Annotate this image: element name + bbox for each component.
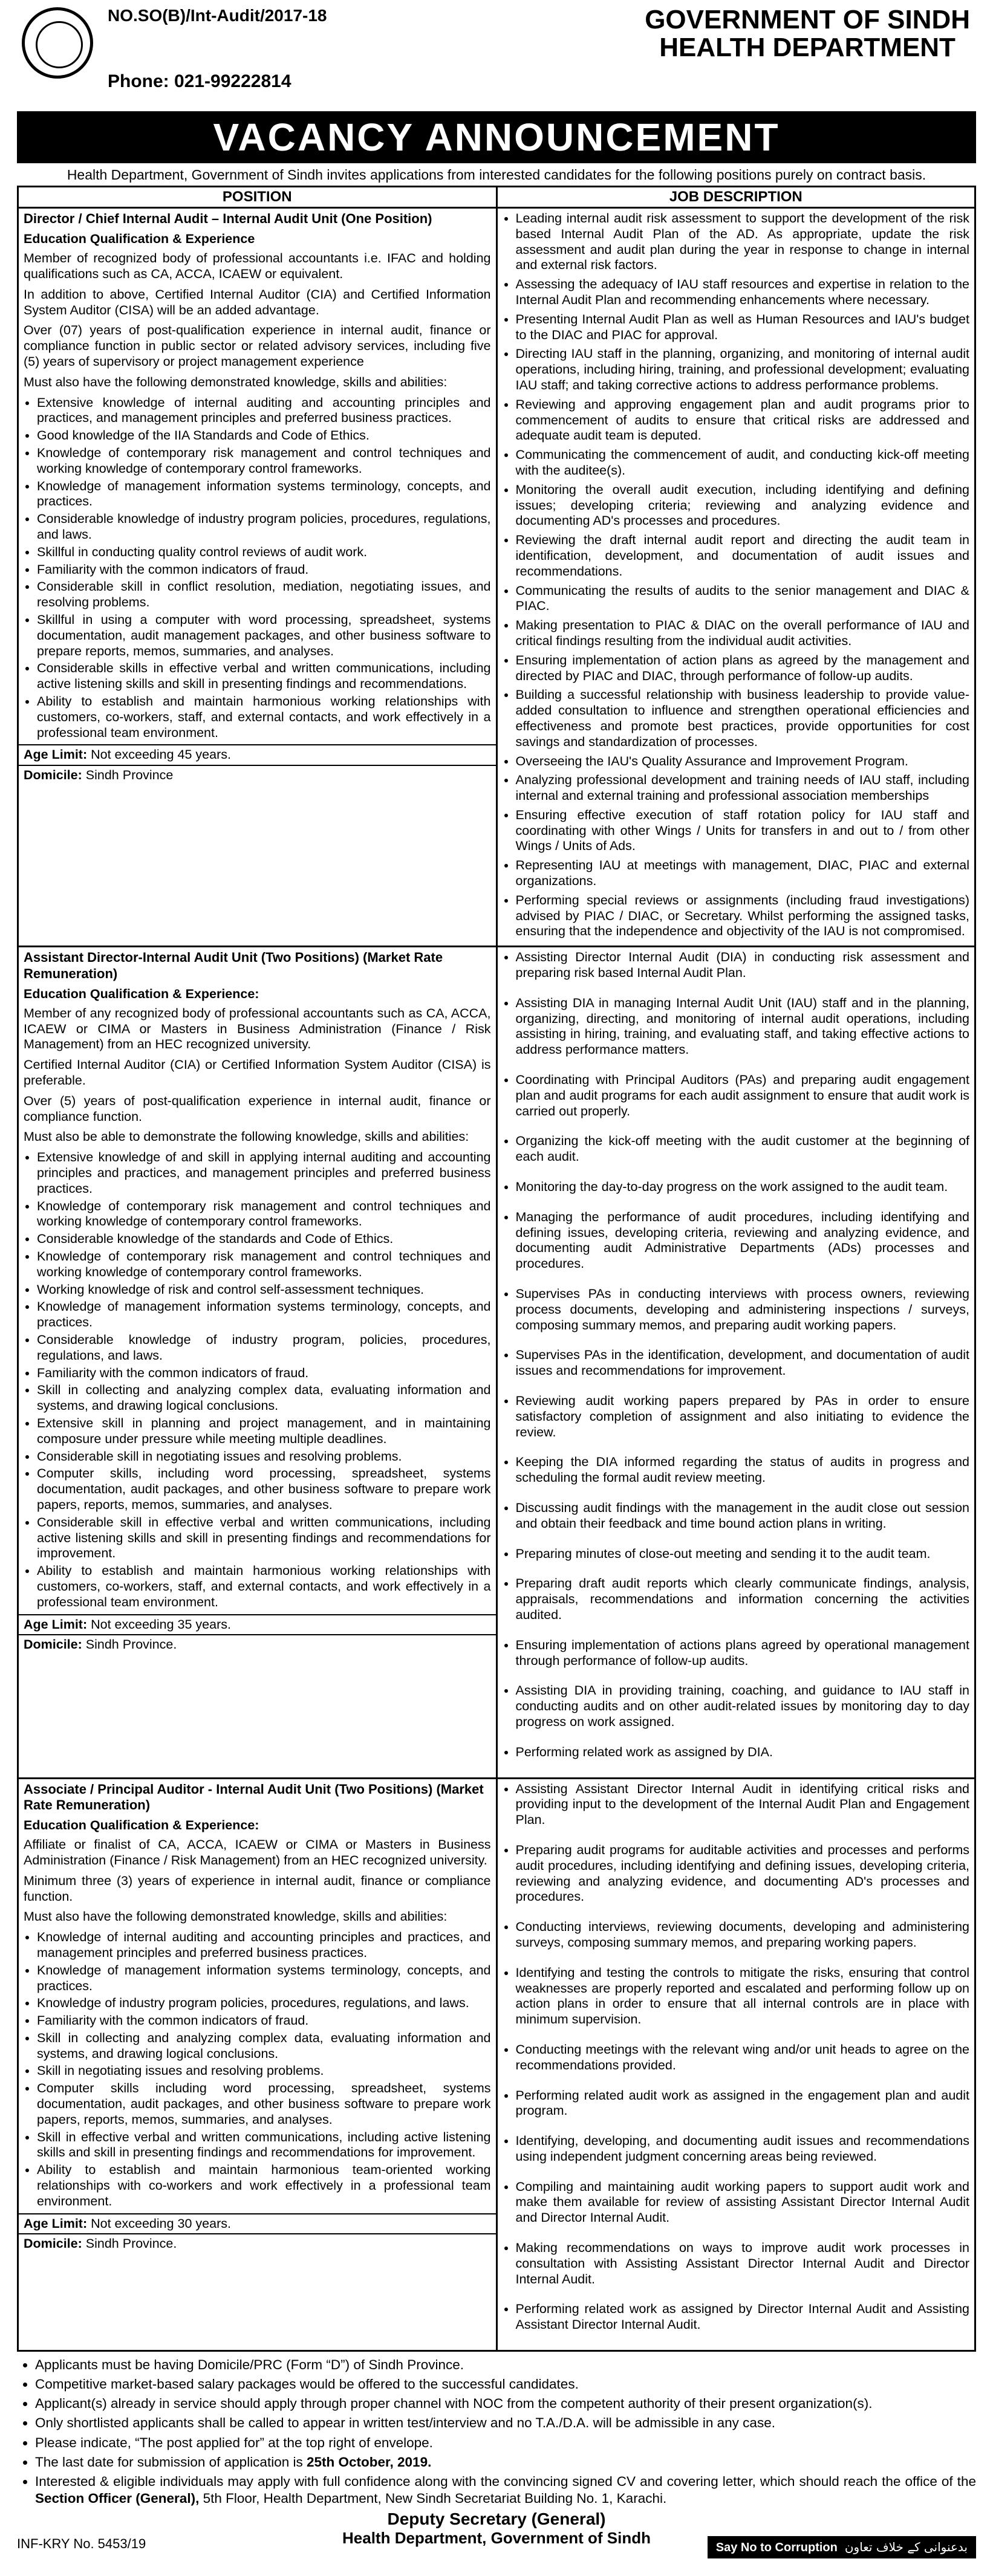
requirement-paragraph: Over (5) years of post-qualification experience in internal audit, finance or compliance function.	[24, 1093, 491, 1124]
duty-item: • Communicating the results of audits to the senior management and DIAC & PIAC.	[516, 583, 970, 615]
skill-item: • Knowledge of management information systems terminology, concepts, and practices.	[37, 479, 491, 510]
duty-item: • Representing IAU at meetings with management, DIAC, PIAC and external organizations.	[516, 858, 970, 889]
duty-item: • Keeping the DIA informed regarding the status of audits in progress and scheduling the formal audit review meeting.	[516, 1455, 970, 1486]
skill-item: • Knowledge of management information systems terminology, concepts, and practices.	[37, 1963, 491, 1994]
signatory-title: Deputy Secretary (General)	[387, 2509, 606, 2529]
skill-item: • Knowledge of industry program policies, procedures, regulations, and laws.	[37, 1996, 491, 2011]
last-date: 25th October, 2019.	[306, 2454, 432, 2470]
duty-item: • Ensuring implementation of action plans as agreed by the management and directed by PIAC and DIAC, through performance of follow-up audits.	[516, 653, 970, 684]
skill-item: • Skillful in using a computer with word processing, spreadsheet, systems documentation, audit management packages, and other business software to prepare reports, memos, summaries, and analyses.	[37, 612, 491, 659]
duty-item: • Performing related audit work as assigned in the engagement plan and audit program.	[516, 2088, 970, 2120]
skill-item: • Familiarity with the common indicators of fraud.	[37, 1366, 491, 1381]
gov-line-2: HEALTH DEPARTMENT	[659, 33, 956, 63]
skill-item: • Considerable knowledge of the standards and Code of Ethics.	[37, 1231, 491, 1247]
job-description-column-header: JOB DESCRIPTION	[497, 187, 975, 208]
duty-item: • Assessing the adequacy of IAU staff resources and expertise in relation to the Internal Audit Plan and recommending enhancements where necessary.	[516, 277, 970, 308]
skill-item: • Skill in collecting and analyzing complex data, evaluating information and systems, and drawing logical conclusions.	[37, 2031, 491, 2062]
age-limit-value: Not exceeding 45 years.	[91, 747, 231, 762]
duty-item: • Preparing draft audit reports which clearly communicate findings, analysis, appraisals, recommendations and information concerning the activities audited.	[516, 1576, 970, 1623]
requirement-paragraph: Certified Internal Auditor (CIA) or Certified Information System Auditor (CISA) is preferable.	[24, 1057, 491, 1088]
skill-item: • Working knowledge of risk and control self-assessment techniques.	[37, 1282, 491, 1298]
position-row	[18, 208, 975, 947]
skill-item: • Considerable knowledge of industry program, policies, procedures, regulations, and laws.	[37, 1332, 491, 1364]
age-limit-label: Age Limit:	[24, 2216, 88, 2231]
note-item: • Applicant(s) already in service should apply through proper channel with NOC from the competent authority of their present organization(s).	[35, 2395, 976, 2412]
age-limit	[19, 2213, 496, 2234]
duty-item: • Discussing audit findings with the management in the audit close out session and obtain their feedback and time bound action plans in writing.	[516, 1501, 970, 1532]
skills-list	[24, 1930, 491, 2210]
duty-item: • Supervises PAs in the identification, development, and documentation of audit issues and recommendations for improvement.	[516, 1348, 970, 1379]
duty-item: • Building a successful relationship with business leadership to provide value-added consultation to influence and strengthen operational efficiencies and effectiveness and promote best practices, provide opportunities for cost savings and standardization of processes.	[516, 687, 970, 750]
duties-list	[503, 950, 970, 1760]
notes-list	[17, 2357, 976, 2507]
skill-item: • Skill in collecting and analyzing complex data, evaluating information and systems, and drawing logical conclusions.	[37, 1383, 491, 1414]
signatory-department: Health Department, Government of Sindh	[342, 2529, 651, 2548]
header	[17, 0, 976, 108]
duty-item: • Assisting DIA in managing Internal Audit Unit (IAU) staff and in the planning, organizing, directing, and monitoring of internal audit operations, including assisting in hiring, training, and evaluating staff, and taking effective actions to address performance matters.	[516, 996, 970, 1058]
skills-list	[24, 1150, 491, 1610]
education-heading: Education Qualification & Experience:	[24, 1818, 259, 1833]
domicile-value: Sindh Province.	[85, 1637, 177, 1652]
skill-item: • Good knowledge of the IIA Standards and Code of Ethics.	[37, 428, 491, 444]
age-limit-value: Not exceeding 30 years.	[91, 2216, 231, 2231]
apply-address: 5th Floor, Health Department, New Sindh Secretariat Building No. 1, Karachi.	[199, 2490, 667, 2506]
say-no-to-corruption-badge	[708, 2536, 976, 2558]
duty-item: • Assisting Director Internal Audit (DIA) in conducting risk assessment and preparing risk based Internal Audit Plan.	[516, 950, 970, 981]
skill-item: • Knowledge of contemporary risk management and control techniques and working knowledge of contemporary control frameworks.	[37, 446, 491, 477]
duty-item: • Reviewing and approving engagement plan and audit programs prior to commencement of audits to ensure that critical risks are addressed and adequate audit team is deputed.	[516, 397, 970, 444]
education-heading: Education Qualification & Experience	[24, 232, 255, 247]
duty-item: • Analyzing professional development and training needs of IAU staff, including internal and external training and professional association memberships	[516, 773, 970, 804]
domicile-label: Domicile:	[24, 2236, 82, 2251]
duty-item: • Coordinating with Principal Auditors (PAs) and preparing audit engagement plan and audit programs for each audit assignment to ensure that audit work is carried out properly.	[516, 1072, 970, 1119]
gov-line-1: GOVERNMENT OF SINDH	[645, 5, 970, 34]
requirement-paragraph: Must also have the following demonstrated knowledge, skills and abilities:	[24, 1909, 448, 1924]
duty-item: • Overseeing the IAU's Quality Assurance and Improvement Program.	[516, 754, 970, 770]
apply-prefix: Interested & eligible individuals may apply with full confidence along with the convincing signed CV and covering letter, which should reach the office of the	[35, 2473, 976, 2489]
position-row	[18, 947, 975, 1778]
skill-item: • Knowledge of contemporary risk management and control techniques and working knowledge of contemporary control frameworks.	[37, 1199, 491, 1230]
duty-item: • Reviewing the draft internal audit report and directing the audit team in identification, development, and documentation of audit issues and recommendations.	[516, 533, 970, 579]
duty-item: • Assisting DIA in providing training, coaching, and guidance to IAU staff in conducting audits and on other audit-related issues by monitoring day to day progress on work assigned.	[516, 1683, 970, 1730]
requirement-paragraph: Over (07) years of post-qualification experience in internal audit, finance or compliance function in public sector or related advisory services, including five (5) years of supervisory or project management experience	[24, 323, 491, 369]
requirement-paragraph: Affiliate or finalist of CA, ACCA, ICAEW or CIMA or Masters in Business Administration (Finance / Risk Management) from an HEC recognized university.	[24, 1837, 491, 1867]
skill-item: • Extensive skill in planning and project management, and in maintaining composure under pressure while meeting multiple deadlines.	[37, 1416, 491, 1447]
requirement-paragraph: Minimum three (3) years of experience in internal audit, finance or compliance function.	[24, 1873, 491, 1904]
duty-item: • Compiling and maintaining audit working papers to support audit work and make them available for review of assisting Assistant Director Internal Audit and Director Internal Audit.	[516, 2179, 970, 2226]
duty-item: • Monitoring the day-to-day progress on the work assigned to the audit team.	[516, 1179, 970, 1195]
skill-item: • Familiarity with the common indicators of fraud.	[37, 562, 491, 578]
skill-item: • Familiarity with the common indicators of fraud.	[37, 2013, 491, 2029]
duty-item: • Making presentation to PIAC & DIAC on the overall performance of IAU and critical findings resulting from the individual audit activities.	[516, 618, 970, 649]
age-limit	[19, 1614, 496, 1635]
footer	[17, 2509, 976, 2576]
domicile-label: Domicile:	[24, 768, 82, 783]
duty-item: • Communicating the commencement of audit, and conducting kick-off meeting with the auditee(s).	[516, 447, 970, 479]
apply-office: Section Officer (General),	[35, 2490, 200, 2506]
duties-list	[503, 211, 970, 939]
domicile	[19, 2233, 496, 2254]
advertisement	[17, 0, 976, 2576]
skill-item: • Considerable knowledge of industry program policies, procedures, regulations, and laws.	[37, 511, 491, 543]
duty-item: • Identifying and testing the controls to mitigate the risks, ensuring that control weaknesses are properly reported and escalated and performing follow up on action plans in order to ensure that all internal controls are in place with minimum supervision.	[516, 1965, 970, 2028]
phone-number: Phone: 021-99222814	[108, 71, 291, 91]
job-description-cell	[497, 1778, 975, 2351]
age-limit-label: Age Limit:	[24, 747, 88, 762]
position-row	[18, 1778, 975, 2351]
duty-item: • Organizing the kick-off meeting with the audit customer at the beginning of each audit.	[516, 1134, 970, 1165]
domicile-value: Sindh Province.	[85, 2236, 177, 2251]
duty-item: • Preparing audit programs for auditable activities and processes and performs audit procedures, including identifying and defining issues, developing criteria, reviewing and analyzing evidence, and documenting AD's processes and procedures.	[516, 1843, 970, 1905]
skill-item: • Considerable skills in effective verbal and written communications, including active listening skills and skill in presenting findings and recommendations.	[37, 661, 491, 692]
skill-item: • Ability to establish and maintain harmonious working relationships with customers, co-workers, staff, and external contacts, and work effectively in a professional team environment.	[37, 694, 491, 741]
skill-item: • Skill in negotiating issues and resolving problems.	[37, 2063, 491, 2079]
position-title: Assistant Director-Internal Audit Unit (Two Positions) (Market Rate Remuneration)	[24, 950, 443, 981]
duty-item: • Directing IAU staff in the planning, organizing, and monitoring of internal audit operations, including hiring, training, and professional development; evaluating IAU staff; and taking corrective actions to address performance problems.	[516, 346, 970, 393]
position-column-header: POSITION	[18, 187, 497, 208]
duty-item: • Performing related work as assigned by Director Internal Audit and Assisting Assistant Director Internal Audit.	[516, 2302, 970, 2333]
note-item	[35, 2454, 976, 2471]
duty-item: • Conducting interviews, reviewing documents, developing and administering surveys, composing summary memos, and preparing working papers.	[516, 1919, 970, 1951]
duties-list	[503, 1782, 970, 2334]
requirement-paragraph: In addition to above, Certified Internal Auditor (CIA) and Certified Information System Auditor (CISA) will be an added advantage.	[24, 287, 491, 317]
duty-item: • Making recommendations on ways to improve audit work processes in consultation with Assisting Assistant Director Internal Audit and Director Internal Audit.	[516, 2240, 970, 2287]
sindh-seal-logo-icon	[22, 7, 93, 79]
corruption-slogan: Say No to Corruption	[715, 2541, 838, 2555]
skill-item: • Knowledge of contemporary risk management and control techniques and working knowledge of contemporary control frameworks.	[37, 1249, 491, 1280]
domicile-value: Sindh Province	[85, 768, 174, 783]
duty-item: • Identifying, developing, and documenting audit issues and recommendations using independent judgment concerning areas being reviewed.	[516, 2133, 970, 2165]
reference-number: NO.SO(B)/Int-Audit/2017-18	[108, 6, 327, 25]
positions-table	[17, 186, 976, 2352]
inf-number: INF-KRY No. 5453/19	[17, 2536, 146, 2552]
duty-item: • Preparing minutes of close-out meeting and sending it to the audit team.	[516, 1546, 970, 1562]
position-title: Associate / Principal Auditor - Internal Audit Unit (Two Positions) (Market Rate Remuneration)	[24, 1781, 484, 1812]
note-item: • Please indicate, “The post applied for” at the top right of envelope.	[35, 2435, 976, 2451]
skill-item: • Ability to establish and maintain harmonious team-oriented working relationships with co-workers and work effectively in a professional team environment.	[37, 2162, 491, 2209]
skill-item: • Skillful in conducting quality control reviews of audit work.	[37, 545, 491, 560]
skill-item: • Considerable skill in conflict resolution, mediation, negotiating issues, and resolving problems.	[37, 579, 491, 611]
duty-item: • Presenting Internal Audit Plan as well as Human Resources and IAU's budget to the DIAC and PIAC for approval.	[516, 312, 970, 343]
duty-item: • Ensuring effective execution of staff rotation policy for IAU staff and coordinating with other Wings / Units for transfers in and out to / from other Wings / Units of Ads.	[516, 808, 970, 854]
domicile	[19, 765, 496, 785]
requirement-paragraph: Member of any recognized body of professional accountants such as CA, ACCA, ICAEW or CIMA or Masters in Business Administration (Finance / Risk Management) from an HEC recognized university.	[24, 1005, 491, 1052]
skill-item: • Extensive knowledge of and skill in applying internal auditing and accounting principles and practices, and management principles and preferred business practices.	[37, 1150, 491, 1196]
skill-item: • Ability to establish and maintain harmonious working relationships with customers, co-workers, staff, and external contacts, and work effectively in a professional team environment.	[37, 1563, 491, 1610]
last-date-prefix: The last date for submission of application is	[35, 2454, 307, 2470]
domicile	[19, 1634, 496, 1655]
age-limit-value: Not exceeding 35 years.	[91, 1617, 231, 1632]
intro-text: Health Department, Government of Sindh invites applications from interested candidates for the following positions purely on contract basis.	[67, 167, 926, 183]
job-description-cell	[497, 208, 975, 947]
duty-item: • Assisting Assistant Director Internal Audit in identifying critical risks and providing input to the development of the Internal Audit Plan and Engagement Plan.	[516, 1782, 970, 1828]
age-limit	[19, 744, 496, 765]
note-item: • Applicants must be having Domicile/PRC (Form “D”) of Sindh Province.	[35, 2357, 976, 2373]
requirement-paragraph: Must also have the following demonstrated knowledge, skills and abilities:	[24, 374, 448, 389]
skill-item: • Computer skills, including word processing, spreadsheet, systems documentation, audit packages, and other business software to prepare work papers, reports, memos, summaries, and analyses.	[37, 1466, 491, 1513]
education-heading: Education Qualification & Experience:	[24, 987, 259, 1002]
duty-item: • Leading internal audit risk assessment to support the development of the risk based Internal Audit Plan of the AD. As appropriate, update the risk assessment and audit plan during the year in response to change in internal and external risk factors.	[516, 211, 970, 273]
vacancy-banner: VACANCY ANNOUNCEMENT	[17, 111, 976, 163]
position-cell	[18, 1778, 497, 2351]
duty-item: • Monitoring the overall audit execution, including identifying and defining issues; developing criteria; reviewing and analyzing evidence and documenting AD's processes and procedures.	[516, 482, 970, 529]
duty-item: • Supervises PAs in conducting interviews with process owners, reviewing process documents, developing and administering inspections / surveys, composing summary memos, and preparing audit working papers.	[516, 1286, 970, 1333]
position-cell	[18, 947, 497, 1778]
requirement-paragraph: Must also be able to demonstrate the following knowledge, skills and abilities:	[24, 1129, 469, 1144]
duty-item: • Ensuring implementation of actions plans agreed by operational management through performance of follow-up audits.	[516, 1638, 970, 1669]
duty-item: • Conducting meetings with the relevant wing and/or unit heads to agree on the recommendations provided.	[516, 2042, 970, 2074]
duty-item: • Performing special reviews or assignments (including fraud investigations) advised by PIAC / DIAC, or Secretary. Whilst performing the assigned tasks, ensuring that the independence and objectivity of the IAU is not compromised.	[516, 893, 970, 939]
note-item: • Only shortlisted applicants shall be called to appear in written test/interview and no T.A./D.A. will be admissible in any case.	[35, 2415, 976, 2432]
age-limit-label: Age Limit:	[24, 1617, 88, 1632]
skills-list	[24, 395, 491, 741]
requirement-paragraph: Member of recognized body of professional accountants i.e. IFAC and holding qualifications such as CA, ACCA, ICAEW or equivalent.	[24, 251, 491, 281]
skill-item: • Knowledge of management information systems terminology, concepts, and practices.	[37, 1299, 491, 1331]
skill-item: • Extensive knowledge of internal auditing and accounting principles and practices, and management principles and preferred business practices.	[37, 395, 491, 427]
skill-item: • Considerable skill in effective verbal and written communications, including active listening skills and skill in presenting findings and recommendations for improvement.	[37, 1515, 491, 1562]
position-cell	[18, 208, 497, 947]
duty-item: • Performing related work as assigned by DIA.	[516, 1745, 970, 1760]
position-title: Director / Chief Internal Audit – Internal Audit Unit (One Position)	[24, 211, 432, 226]
duty-item: • Managing the performance of audit procedures, including identifying and defining issues, developing criteria, reviewing and analyzing evidence, and documenting audit Administrative Departments (ADs) processes and procedures.	[516, 1210, 970, 1272]
skill-item: • Considerable skill in negotiating issues and resolving problems.	[37, 1449, 491, 1465]
skill-item: • Computer skills including word processing, spreadsheet, systems documentation, audit packages, and other business software to prepare work papers, reports, memos, summaries, and analyses.	[37, 2081, 491, 2127]
note-item	[35, 2473, 976, 2507]
job-description-cell	[497, 947, 975, 1778]
skill-item: • Skill in effective verbal and written communications, including active listening skills and skill in presenting findings and recommendations for improvement.	[37, 2130, 491, 2161]
note-item: • Competitive market-based salary packages would be offered to the successful candidates.	[35, 2376, 976, 2393]
duty-item: • Reviewing audit working papers prepared by PAs in order to ensure satisfactory completion of assignment and also initiating to evidence the review.	[516, 1393, 970, 1440]
corruption-slogan-urdu: بدعنوانی کے خلاف تعاون	[844, 2540, 968, 2555]
government-title	[645, 6, 970, 62]
skill-item: • Knowledge of internal auditing and accounting principles and practices, and management principles and preferred business practices.	[37, 1930, 491, 1961]
domicile-label: Domicile:	[24, 1637, 82, 1652]
